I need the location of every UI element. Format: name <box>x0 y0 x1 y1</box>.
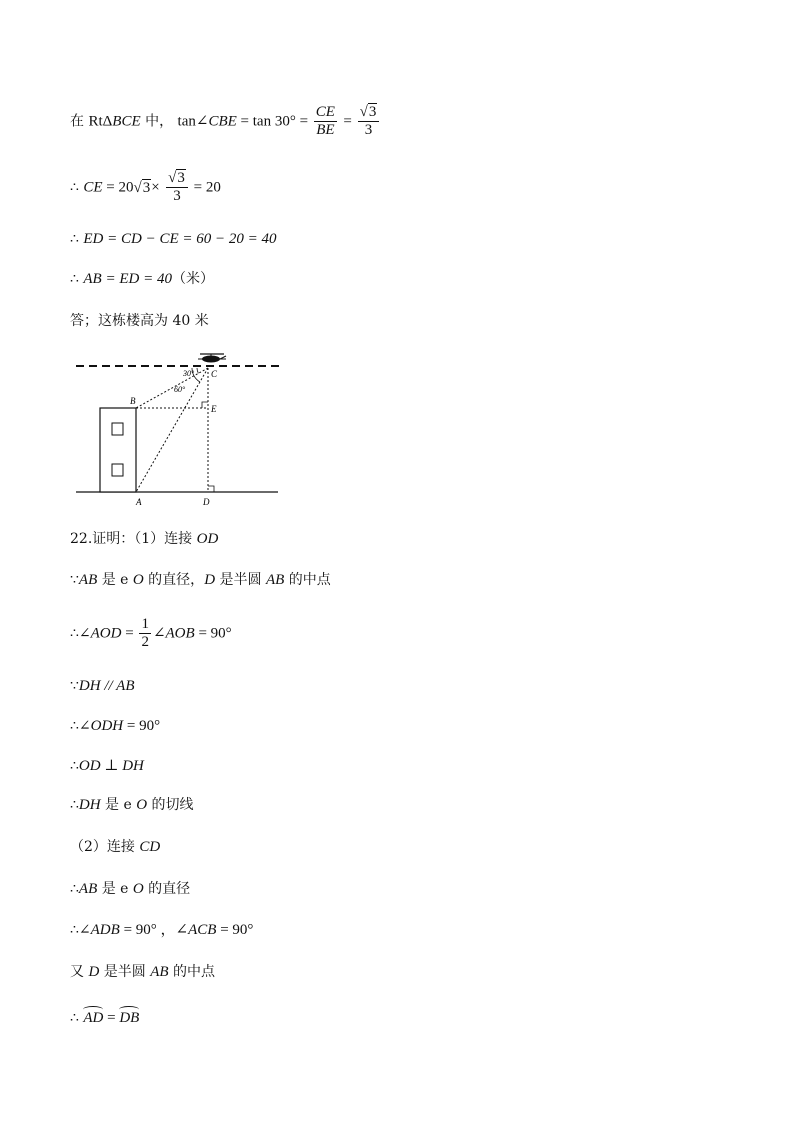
helicopter-icon <box>198 354 226 363</box>
fraction-ce-be <box>314 104 337 139</box>
proof-part-2-header <box>70 838 160 856</box>
angle-60-label: 60° <box>174 385 186 394</box>
line-cb <box>136 368 208 408</box>
text: 又 <box>70 964 89 980</box>
therefore-symbol: ∴ <box>70 758 79 774</box>
var-d: D <box>204 572 216 588</box>
proof-22-header <box>70 530 218 548</box>
angle-arc-30 <box>197 368 198 373</box>
var-od: OD <box>196 531 219 547</box>
right-angle-e <box>202 402 208 408</box>
because-symbol: ∵ <box>70 678 79 694</box>
line-ab-value <box>70 270 214 288</box>
geometry-figure <box>70 350 290 510</box>
numerator: √3 <box>358 104 380 122</box>
text: （2）连接 <box>70 839 140 855</box>
var-acb: ACB <box>188 922 217 938</box>
radicand: 3 <box>177 170 185 186</box>
right-angle-d <box>208 486 214 492</box>
answer-text: 答；这栋楼高为 40 米 <box>70 313 209 329</box>
line-angle-odh <box>70 717 160 735</box>
line-ed-value <box>70 230 277 248</box>
var-o: O <box>132 881 144 897</box>
text: 是半圆 <box>99 964 151 980</box>
therefore-symbol: ∴ <box>70 231 79 247</box>
var-ce: CE <box>83 179 103 196</box>
therefore-symbol: ∴ <box>70 881 79 897</box>
line-ab-diameter-2 <box>70 880 190 898</box>
denominator: 2 <box>141 634 149 650</box>
var-bce: BCE <box>112 113 141 130</box>
therefore-symbol: ∴ <box>70 271 79 287</box>
text: 的切线 <box>147 797 194 813</box>
fraction-sqrt3-3 <box>166 170 188 205</box>
therefore-symbol: ∴ <box>70 797 79 813</box>
var-ab: AB <box>265 572 285 588</box>
point-label-c: C <box>211 369 218 379</box>
radicand: 3 <box>368 104 377 120</box>
line-ab-diameter <box>70 571 331 589</box>
line-rt-bce-tan <box>70 104 381 139</box>
line-ce-value <box>70 170 221 205</box>
arc-ad: AD <box>83 1010 104 1026</box>
var-o: O <box>132 572 144 588</box>
line-ca <box>136 368 208 492</box>
var-cd: CD <box>139 839 161 855</box>
text: 是半圆 <box>215 572 266 588</box>
fraction-one-half <box>139 616 151 651</box>
times: × <box>151 179 160 196</box>
equals: = <box>343 113 356 130</box>
numerator: CE <box>315 104 335 120</box>
var-o: O <box>136 797 148 813</box>
numerator: 1 <box>141 616 149 632</box>
therefore-angle: ∴∠ <box>70 718 91 734</box>
result: = 90° <box>216 922 254 938</box>
var-ab: AB <box>78 572 98 588</box>
arc-db: DB <box>119 1010 140 1026</box>
point-label-e: E <box>211 404 217 414</box>
denominator: BE <box>316 122 335 138</box>
line-dh-tangent <box>70 796 194 814</box>
because-symbol: ∵ <box>70 572 79 588</box>
equals: = <box>121 625 138 642</box>
text: 是 e <box>97 572 133 588</box>
equals-20: = 20 <box>102 179 134 196</box>
fraction-sqrt3-3 <box>358 104 380 139</box>
answer-line <box>70 312 209 330</box>
var-ab: AB <box>150 964 169 980</box>
therefore-angle: ∴∠ <box>70 922 91 938</box>
line-dh-parallel <box>70 677 134 695</box>
window-lower <box>112 464 123 476</box>
equation: ED = CD − CE = 60 − 20 = 40 <box>83 231 277 247</box>
var-cbe: CBE <box>208 113 237 130</box>
denominator: 3 <box>364 122 373 138</box>
result: = 90° ，∠ <box>119 922 189 938</box>
denominator: 3 <box>173 188 181 204</box>
var-adb: ADB <box>90 922 120 938</box>
var-dh: DH <box>78 797 101 813</box>
line-arc-equal <box>70 1009 139 1027</box>
window-upper <box>112 423 123 435</box>
therefore-symbol: ∴ <box>70 1010 84 1026</box>
angle-30-label: 30° <box>183 369 195 378</box>
var-ab: AB <box>78 881 98 897</box>
equation: OD ⊥ DH <box>78 758 144 774</box>
equation: AB = ED = 40 <box>83 271 172 287</box>
equals-tan30: = tan 30° = <box>236 113 312 130</box>
result: = 90° <box>194 625 232 642</box>
unit: （米） <box>171 271 214 287</box>
text: 是 e <box>97 881 133 897</box>
text: 的直径， <box>143 572 205 588</box>
equals: = <box>103 1010 120 1026</box>
line-angle-aod <box>70 616 232 651</box>
angle-symbol: ∠ <box>152 625 166 642</box>
therefore-symbol: ∴ <box>70 179 79 196</box>
var-odh: ODH <box>90 718 124 734</box>
point-label-b: B <box>130 396 136 406</box>
sqrt: √3 <box>133 179 151 196</box>
text: 的中点 <box>284 572 331 588</box>
line-right-angles <box>70 921 253 939</box>
result: = 90° <box>123 718 161 734</box>
text: 是 e <box>100 797 137 813</box>
text: 的中点 <box>168 964 215 980</box>
text: 的直径 <box>143 881 191 897</box>
text: 中， <box>145 113 174 130</box>
point-label-a: A <box>136 497 142 507</box>
tan-label: tan∠ <box>177 113 209 130</box>
line-d-midpoint <box>70 963 215 981</box>
building <box>100 408 136 492</box>
text: 22.证明：（1）连接 <box>70 531 197 547</box>
result: = 20 <box>189 179 221 196</box>
point-label-d: D <box>203 497 210 507</box>
var-d: D <box>88 964 100 980</box>
var-aob: AOB <box>165 625 195 642</box>
radicand: 3 <box>142 179 151 196</box>
therefore-angle: ∴∠ <box>70 625 91 642</box>
triangle-label: RtΔ <box>88 113 113 130</box>
text: 在 <box>70 113 84 130</box>
numerator: √3 <box>166 170 188 188</box>
var-aod: AOD <box>90 625 122 642</box>
equation: DH // AB <box>78 678 135 694</box>
line-od-perp <box>70 757 144 775</box>
